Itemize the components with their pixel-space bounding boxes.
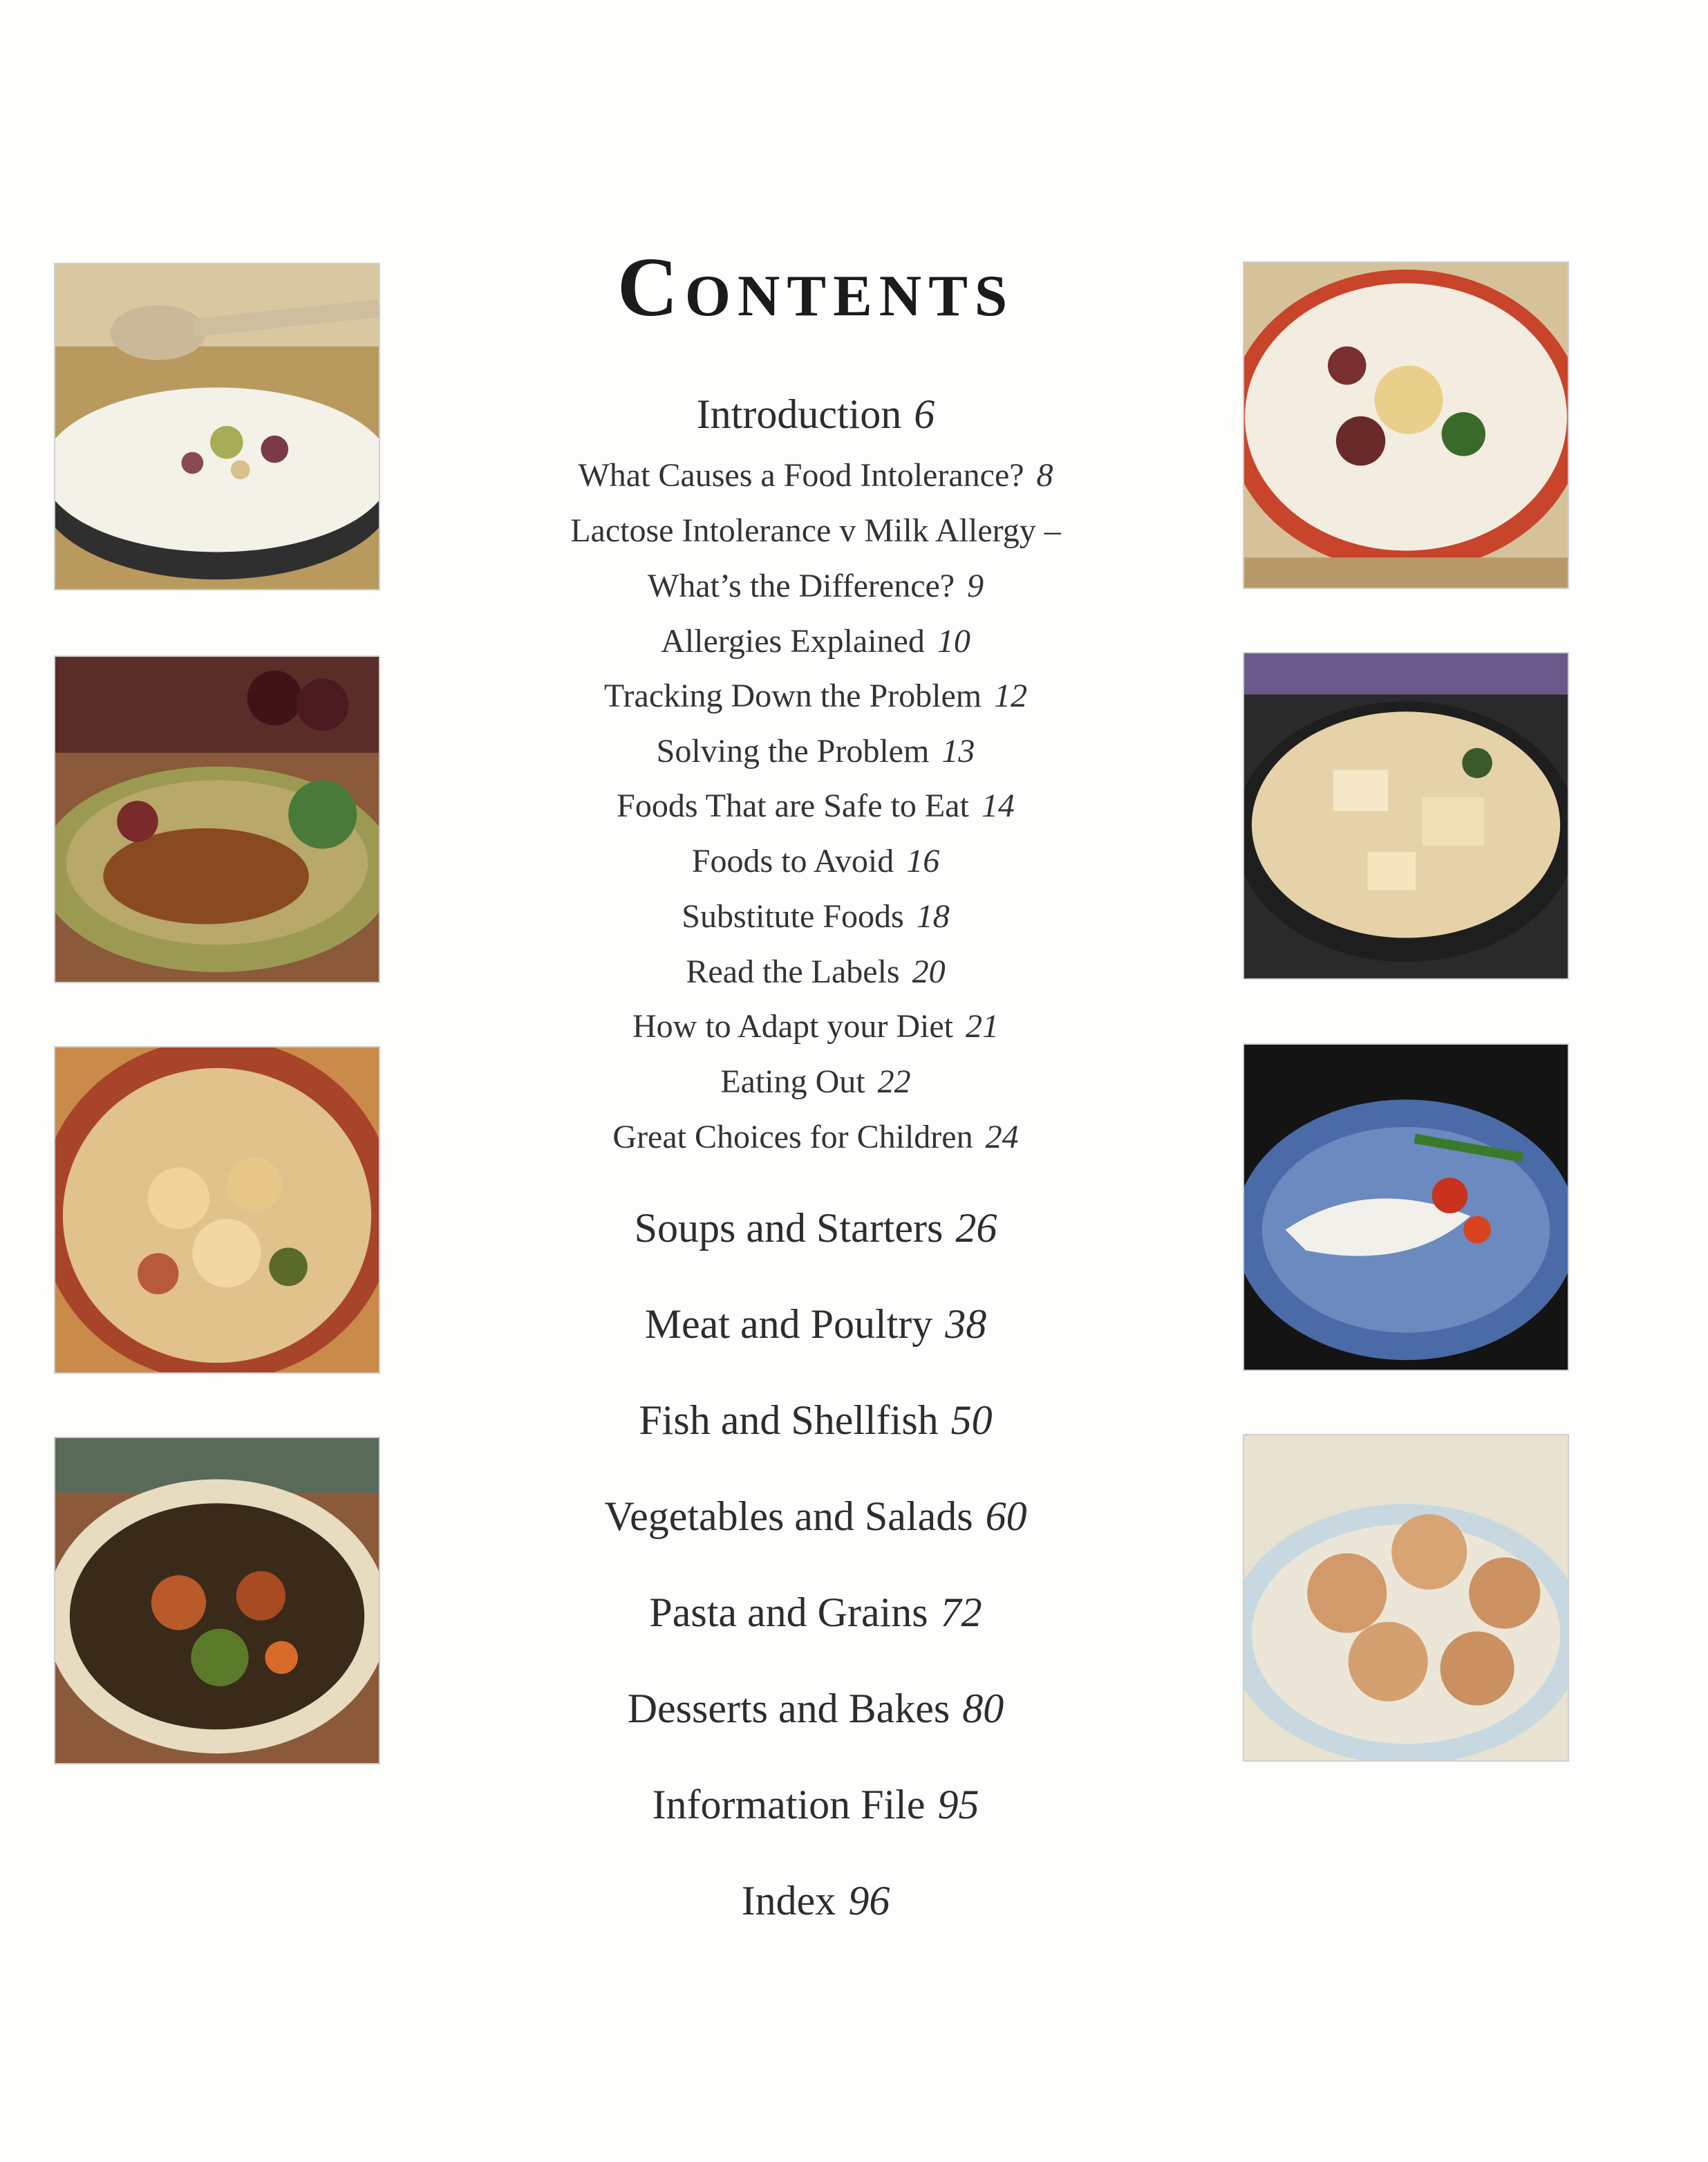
toc-label: Solving the Problem: [656, 733, 930, 770]
toc-label: Substitute Foods: [682, 898, 904, 935]
fish-stew-photo: [54, 1046, 380, 1374]
toc-chapter-entry: [401, 1589, 1230, 1637]
toc-label: Information File: [652, 1782, 926, 1827]
toc-label: Read the Labels: [686, 953, 900, 990]
toc-page-number: 96: [848, 1878, 890, 1923]
toc-sub-entry: [401, 1063, 1230, 1101]
toc-sub-entry: [401, 512, 1230, 550]
toc-label: Foods to Avoid: [691, 843, 894, 879]
toc-sub-entry: [401, 622, 1230, 660]
toc-sub-entry: [401, 677, 1230, 715]
toc-page-number: 95: [937, 1782, 979, 1827]
toc-label: Meat and Poultry: [644, 1301, 933, 1347]
chicken-photo: [54, 655, 380, 983]
toc-page-number: 38: [945, 1301, 987, 1347]
curry-pan-photo: [1243, 652, 1569, 980]
toc-chapter-entry: [401, 1877, 1230, 1925]
toc-sub-entry: [401, 567, 1230, 605]
fish-fillet-photo: [1243, 1043, 1569, 1371]
toc-page-number: 16: [906, 843, 940, 879]
toc-page-number: 8: [1036, 457, 1053, 494]
toc-sub-entry: [401, 842, 1230, 880]
toc-label: Introduction: [696, 391, 902, 437]
squid-potato-photo: [1243, 261, 1569, 589]
toc-label: Pasta and Grains: [649, 1590, 928, 1635]
toc-chapter-entry: [401, 1397, 1230, 1444]
toc-sub-entry: [401, 1118, 1230, 1156]
toc-page-number: 80: [962, 1686, 1004, 1731]
toc-label: Lactose Intolerance v Milk Allergy –: [570, 512, 1061, 549]
toc-page-number: 50: [950, 1397, 993, 1443]
toc-chapter-entry: [401, 1781, 1230, 1829]
toc-chapter-entry: [401, 1493, 1230, 1540]
toc-label: Foods That are Safe to Eat: [617, 788, 969, 824]
toc-page-number: 12: [994, 678, 1028, 714]
toc-page-number: 22: [877, 1063, 911, 1100]
toc-sub-entry: [401, 1007, 1230, 1045]
toc-page-number: 9: [967, 568, 984, 604]
toc-sub-entry: [401, 953, 1230, 991]
toc-page-number: 6: [914, 391, 935, 437]
toc-page-number: 10: [937, 623, 970, 660]
toc-label: How to Adapt your Diet: [632, 1008, 953, 1045]
toc-page-number: 18: [916, 898, 950, 935]
toc-label: What Causes a Food Intolerance?: [578, 457, 1024, 494]
page-title: Contents: [617, 241, 1015, 334]
toc-chapter-entry: [401, 1685, 1230, 1733]
toc-entry-introduction: [401, 391, 1230, 438]
toc-label: Fish and Shellfish: [639, 1397, 939, 1443]
toc-sub-entry: [401, 787, 1230, 825]
toc-page-number: 13: [941, 733, 975, 770]
toc-label: Tracking Down the Problem: [603, 678, 982, 714]
toc-page-number: 26: [955, 1205, 997, 1251]
toc-sub-entry: [401, 732, 1230, 770]
soup-photo: [54, 263, 380, 590]
toc-label: Great Choices for Children: [612, 1119, 973, 1155]
toc-page-number: 24: [985, 1119, 1019, 1155]
toc-label: Vegetables and Salads: [604, 1493, 973, 1539]
toc-page-number: 14: [981, 788, 1015, 824]
toc-label: Soups and Starters: [634, 1205, 944, 1251]
toc-sub-entry: [401, 456, 1230, 494]
toc-label: Eating Out: [720, 1063, 865, 1100]
toc-sub-entry: [401, 897, 1230, 935]
toc-page-number: 60: [985, 1493, 1027, 1539]
toc-label: Desserts and Bakes: [627, 1686, 950, 1731]
toc-chapter-entry: [401, 1301, 1230, 1348]
toc-label: Index: [741, 1878, 836, 1923]
toc-label: Allergies Explained: [661, 623, 925, 660]
toc-label: What’s the Difference?: [647, 568, 955, 604]
toc-page-number: 21: [965, 1008, 999, 1045]
toc-page-number: 20: [912, 953, 946, 990]
biscuits-photo: [1243, 1434, 1569, 1762]
toc-page-number: 72: [940, 1590, 982, 1635]
toc-chapter-entry: [401, 1204, 1230, 1252]
vegetable-salad-photo: [54, 1437, 380, 1764]
